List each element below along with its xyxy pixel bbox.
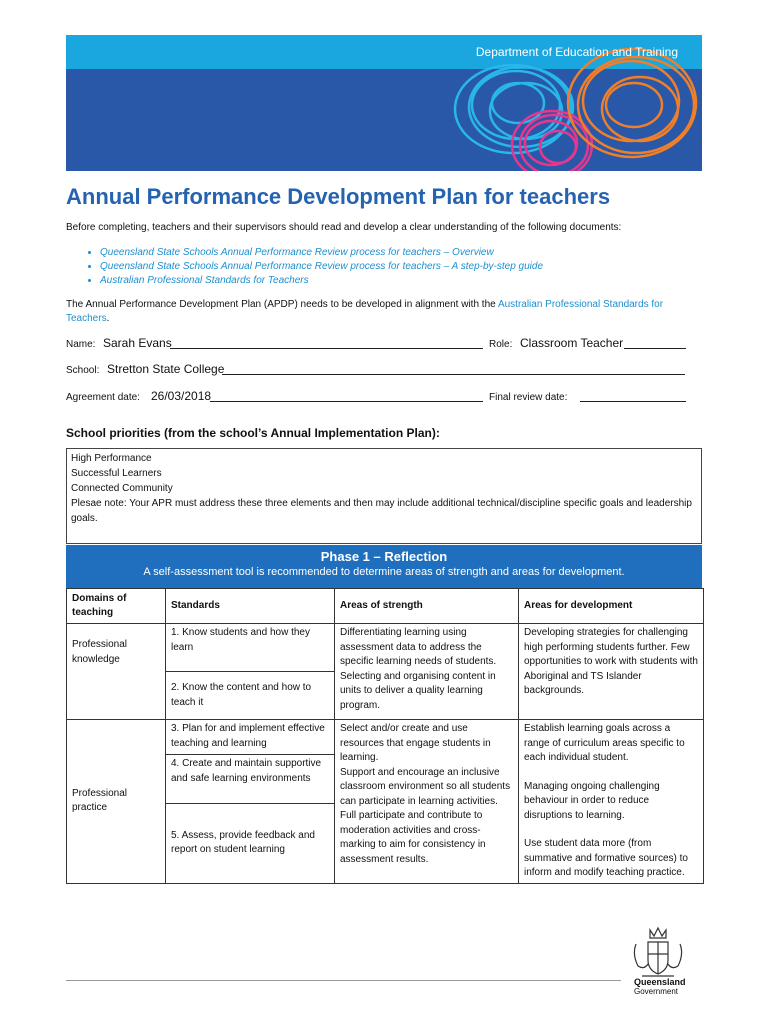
priority-item: High Performance: [71, 453, 152, 464]
phase-subtitle: A self-assessment tool is recommended to determine areas of strength and areas for development.: [143, 566, 625, 578]
document-link-guide[interactable]: • Queensland State Schools Annual Performance Review process for teachers – A step-by-step guide: [100, 260, 543, 274]
column-header-strength: Areas of strength: [335, 589, 519, 624]
reflection-table: [66, 588, 704, 884]
alignment-text: [66, 298, 706, 326]
priorities-box: [66, 448, 702, 544]
standard-cell: 2. Know the content and how to teach it: [166, 672, 335, 720]
intro-text: Before completing, teachers and their supervisors should read and develop a clear understanding of the following documents:: [66, 222, 622, 233]
priority-note: Plesae note: Your APR must address these three elements and then may include additional technical/discipline specific goals and leadership goals.: [71, 498, 692, 524]
school-value[interactable]: Stretton State College: [107, 362, 225, 376]
phase-title: Phase 1 – Reflection: [320, 549, 448, 564]
column-header-development: Areas for development: [519, 589, 704, 624]
table-header-row: [67, 589, 704, 624]
standards-link[interactable]: Australian Professional Standards for Teachers: [66, 299, 664, 324]
document-link-standards[interactable]: • Australian Professional Standards for Teachers: [100, 274, 543, 288]
table-row: [67, 624, 704, 672]
development-item: Establish learning goals across a range of curriculum areas specific to each individual student.: [524, 723, 685, 763]
strength-cell[interactable]: [335, 720, 519, 884]
role-label: Role:: [489, 339, 513, 350]
alignment-body: The Annual Performance Development Plan (APDP) needs to be developed in alignment with the: [66, 299, 496, 310]
priority-item: Connected Community: [71, 483, 173, 494]
development-item: Managing ongoing challenging behaviour in order to reduce disruptions to learning.: [524, 780, 660, 821]
name-label: Name:: [66, 339, 96, 350]
school-label: School:: [66, 365, 100, 376]
development-cell[interactable]: [519, 720, 704, 884]
final-review-date-field[interactable]: [580, 401, 686, 402]
strength-item: Support and encourage an inclusive classroom environment so all students can participate in learning activities.: [340, 766, 511, 807]
strength-item: Full participate and contribute to moderation activities and cross-marking to aim for consistency in assessment results.: [340, 810, 486, 865]
school-underline: [222, 374, 685, 375]
role-underline: [624, 348, 686, 349]
agreement-date-label: Agreement date:: [66, 392, 140, 403]
standard-cell: 5. Assess, provide feedback and report on student learning: [166, 804, 335, 883]
phase-banner: [66, 545, 702, 588]
strength-item: Select and/or create and use resources that engage students in learning.: [340, 723, 491, 763]
documents-list: [82, 246, 543, 288]
column-header-standards: Standards: [166, 589, 335, 624]
standard-cell: 1. Know students and how they learn: [166, 624, 335, 672]
table-row: [67, 720, 704, 755]
domain-cell: Professional knowledge: [67, 624, 166, 720]
column-header-domains: Domains of teaching: [67, 589, 166, 624]
domain-cell: Professional practice: [67, 720, 166, 884]
development-cell[interactable]: Developing strategies for challenging high performing students further. Few opportunities to work with students with Aboriginal and TS Islander backgrounds.: [519, 624, 704, 720]
priorities-heading: School priorities (from the school’s Annual Implementation Plan):: [66, 426, 440, 440]
role-value[interactable]: Classroom Teacher: [520, 336, 624, 350]
final-review-date-label: Final review date:: [489, 392, 568, 403]
agreement-date-underline: [210, 401, 483, 402]
document-link-overview[interactable]: • Queensland State Schools Annual Performance Review process for teachers – Overview: [100, 246, 543, 260]
footer-divider: [66, 980, 621, 981]
alignment-suffix: .: [106, 313, 110, 324]
header-banner: [66, 35, 702, 171]
name-underline: [170, 348, 483, 349]
name-value[interactable]: Sarah Evans: [103, 336, 172, 350]
standard-cell: 3. Plan for and implement effective teaching and learning: [166, 720, 335, 755]
department-name: Department of Education and Training: [475, 45, 678, 59]
priority-item: Successful Learners: [71, 468, 162, 479]
agreement-date-value[interactable]: 26/03/2018: [151, 389, 212, 403]
strength-cell[interactable]: Differentiating learning using assessment data to address the specific learning needs of students. Selecting and organising content in units to deliver a quality learning program.: [335, 624, 519, 720]
development-item: Use student data more (from summative and formative sources) to inform and modify teaching practice.: [524, 838, 688, 878]
standard-cell: 4. Create and maintain supportive and safe learning environments: [166, 755, 335, 804]
logo-line2: Government: [634, 987, 679, 996]
logo-line1: Queensland: [634, 977, 686, 987]
page-title: Annual Performance Development Plan for teachers: [66, 184, 611, 209]
queensland-government-logo: [634, 978, 686, 996]
